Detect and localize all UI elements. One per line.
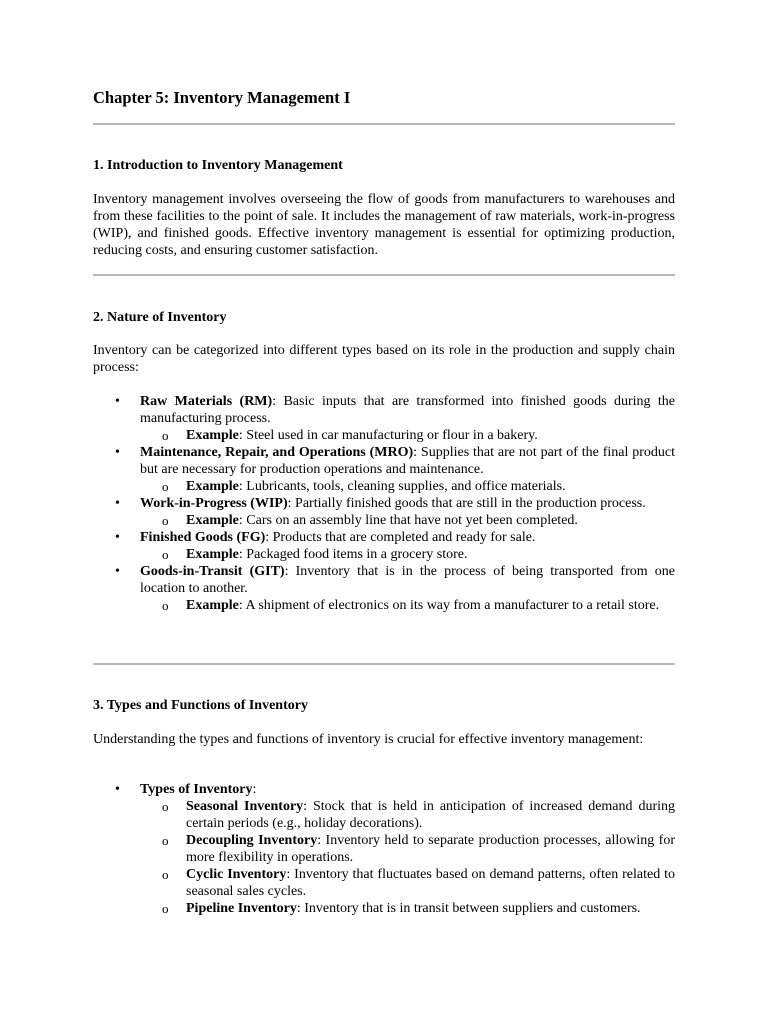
list-item	[93, 563, 675, 614]
example-item	[140, 512, 675, 529]
item-term: Maintenance, Repair, and Operations (MRO)	[140, 445, 414, 460]
section-1-title: 1. Introduction to Inventory Management	[93, 158, 343, 173]
type-description: : Inventory held to separate production processes, allowing for more flexibility in operations.	[186, 833, 675, 865]
example-label: Example	[186, 428, 239, 443]
sub-bullet: o	[162, 799, 169, 814]
sub-bullet: o	[162, 598, 169, 613]
example-text: : Lubricants, tools, cleaning supplies, and office materials.	[238, 479, 566, 494]
type-description: : Inventory that fluctuates based on demand patterns, often related to seasonal sales cycles.	[186, 867, 676, 899]
type-item	[140, 798, 675, 832]
item-term: Work-in-Progress (WIP)	[140, 496, 288, 511]
type-term: Pipeline Inventory	[186, 901, 297, 916]
group-suffix: :	[252, 782, 257, 797]
item-term: Goods-in-Transit (GIT)	[140, 564, 285, 579]
inventory-types-list	[93, 781, 675, 917]
type-description: : Inventory that is in transit between suppliers and customers.	[296, 901, 641, 916]
example-label: Example	[186, 547, 239, 562]
bullet: •	[115, 394, 120, 409]
item-term: Raw Materials (RM)	[140, 394, 273, 409]
item-description: : Supplies that are not part of the final product but are necessary for production operations and maintenance.	[140, 445, 675, 477]
type-item	[140, 866, 675, 900]
type-item	[140, 900, 675, 917]
example-item	[140, 478, 675, 495]
item-description: : Basic inputs that are transformed into finished goods during the manufacturing process.	[140, 394, 675, 426]
section-3-paragraph: Understanding the types and functions of inventory is crucial for effective inventory management:	[93, 732, 644, 747]
example-item	[140, 546, 675, 563]
bullet: •	[115, 530, 120, 545]
section-1-paragraph: Inventory management involves overseeing the flow of goods from manufacturers to warehouses and from these facilities to the point of sale. It includes the management of raw materials, work-in-progress (WIP), and finished goods. Effective inventory management is essential for optimizing production, reducing costs, and ensuring customer satisfaction.	[93, 192, 675, 258]
example-label: Example	[186, 479, 239, 494]
type-term: Seasonal Inventory	[186, 799, 304, 814]
list-item	[93, 529, 675, 563]
example-label: Example	[186, 513, 239, 528]
divider	[93, 123, 675, 125]
sub-bullet: o	[162, 901, 169, 916]
item-description: : Partially finished goods that are still in the production process.	[287, 496, 646, 511]
section-2-title: 2. Nature of Inventory	[93, 310, 227, 325]
type-description: : Stock that is held in anticipation of increased demand during certain periods (e.g., holiday decorations).	[186, 799, 675, 831]
section-2-paragraph: Inventory can be categorized into different types based on its role in the production and supply chain process:	[93, 343, 675, 375]
divider	[93, 274, 675, 276]
bullet: •	[115, 496, 120, 511]
section-3-title: 3. Types and Functions of Inventory	[93, 698, 308, 713]
sub-bullet: o	[162, 547, 169, 562]
item-description: : Inventory that is in the process of being transported from one location to another.	[140, 564, 675, 596]
example-label: Example	[186, 598, 239, 613]
bullet: •	[115, 564, 120, 579]
example-text: : Steel used in car manufacturing or flour in a bakery.	[238, 428, 538, 443]
group-term: Types of Inventory	[140, 782, 253, 797]
example-item	[140, 597, 675, 614]
sub-bullet: o	[162, 513, 169, 528]
list-item	[93, 393, 675, 444]
type-item	[140, 832, 675, 866]
type-term: Decoupling Inventory	[186, 833, 318, 848]
sub-bullet: o	[162, 867, 169, 882]
list-item	[93, 781, 675, 917]
example-text: : Cars on an assembly line that have not yet been completed.	[238, 513, 578, 528]
list-item	[93, 495, 675, 529]
example-text: : Packaged food items in a grocery store.	[238, 547, 468, 562]
divider	[93, 663, 675, 665]
example-item	[140, 427, 675, 444]
item-description: : Products that are completed and ready for sale.	[265, 530, 536, 545]
item-term: Finished Goods (FG)	[140, 530, 266, 545]
example-text: : A shipment of electronics on its way from a manufacturer to a retail store.	[238, 598, 660, 613]
bullet: •	[115, 445, 120, 460]
sub-bullet: o	[162, 833, 169, 848]
list-item	[93, 444, 675, 495]
sub-bullet: o	[162, 479, 169, 494]
type-term: Cyclic Inventory	[186, 867, 287, 882]
sub-bullet: o	[162, 428, 169, 443]
inventory-nature-list	[93, 393, 675, 614]
chapter-title: Chapter 5: Inventory Management I	[93, 88, 351, 107]
bullet: •	[115, 782, 120, 797]
